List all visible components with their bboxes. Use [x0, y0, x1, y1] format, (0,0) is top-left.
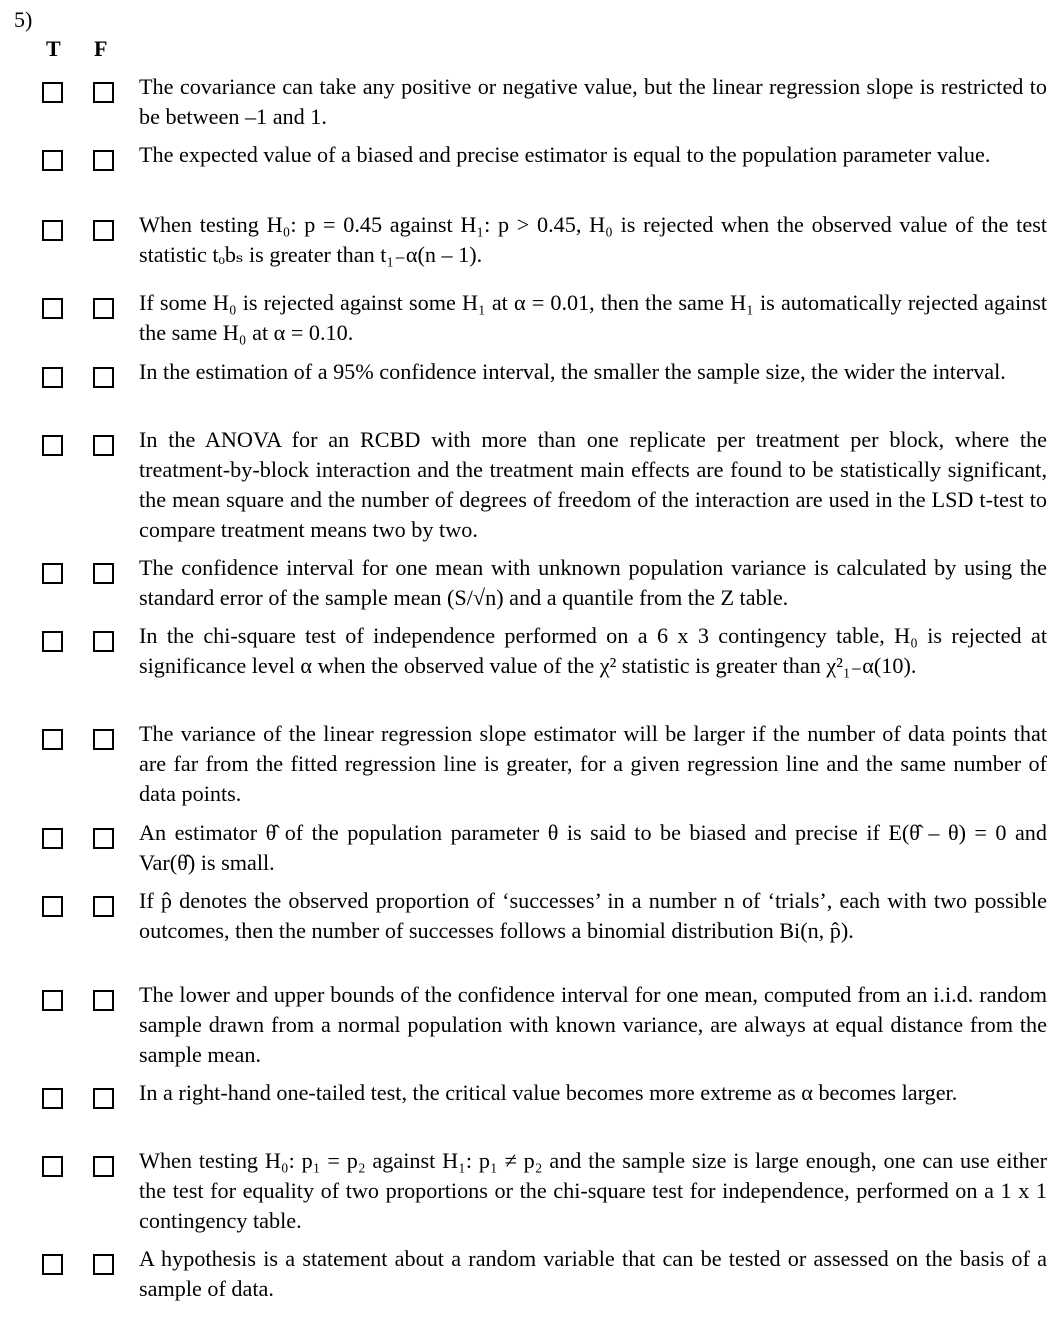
false-checkbox[interactable]	[93, 220, 114, 241]
statement-text: If some H₀ is rejected against some H₁ at α = 0.01, then the same H₁ is automatically rejected against the same H₀ at α = 0.10.	[139, 290, 1047, 345]
statement-text: In the estimation of a 95% confidence interval, the smaller the sample size, the wider the interval.	[139, 359, 1006, 384]
true-checkbox[interactable]	[42, 631, 63, 652]
true-checkbox[interactable]	[42, 367, 63, 388]
statement-text: In the ANOVA for an RCBD with more than one replicate per treatment per block, where the treatment-by-block interaction and the treatment main effects are found to be statistically significant, the mean square and the number of degrees of freedom of the interaction are used in the LSD t-test to compare treatment means two by two.	[139, 427, 1047, 542]
false-checkbox[interactable]	[93, 990, 114, 1011]
true-checkbox[interactable]	[42, 990, 63, 1011]
statement-text: The variance of the linear regression slope estimator will be larger if the number of data points that are far from the fitted regression line is greater, for a given regression line and the same number of data points.	[139, 721, 1047, 806]
statement-text: In a right-hand one-tailed test, the critical value becomes more extreme as α becomes larger.	[139, 1080, 958, 1105]
true-checkbox[interactable]	[42, 563, 63, 584]
true-checkbox[interactable]	[42, 298, 63, 319]
true-checkbox[interactable]	[42, 828, 63, 849]
true-checkbox[interactable]	[42, 1088, 63, 1109]
false-checkbox[interactable]	[93, 150, 114, 171]
true-checkbox[interactable]	[42, 435, 63, 456]
statement-text: In the chi-square test of independence performed on a 6 x 3 contingency table, H₀ is rejected at significance level α when the observed value of the χ² statistic is greater than χ²₁₋α(10).	[139, 623, 1047, 678]
true-checkbox[interactable]	[42, 1254, 63, 1275]
true-checkbox[interactable]	[42, 1156, 63, 1177]
statement-text: When testing H₀: p₁ = p₂ against H₁: p₁ ≠ p₂ and the sample size is large enough, one can use either the test for equality of two proportions or the chi-square test for independence, performed on a 1 x 1 contingency table.	[139, 1148, 1047, 1233]
false-checkbox[interactable]	[93, 82, 114, 103]
statement-text: The confidence interval for one mean with unknown population variance is calculated by using the standard error of the sample mean (S/√n) and a quantile from the Z table.	[139, 555, 1047, 610]
false-checkbox[interactable]	[93, 435, 114, 456]
statement-text: The lower and upper bounds of the confidence interval for one mean, computed from an i.i.d. random sample drawn from a normal population with known variance, are always at equal distance from the sample mean.	[139, 982, 1047, 1067]
true-checkbox[interactable]	[42, 82, 63, 103]
statement-text: A hypothesis is a statement about a random variable that can be tested or assessed on the basis of a sample of data.	[139, 1246, 1047, 1301]
true-checkbox[interactable]	[42, 220, 63, 241]
false-checkbox[interactable]	[93, 631, 114, 652]
true-checkbox[interactable]	[42, 729, 63, 750]
true-checkbox[interactable]	[42, 150, 63, 171]
true-column-header: T	[46, 36, 61, 61]
statement-text: When testing H₀: p = 0.45 against H₁: p > 0.45, H₀ is rejected when the observed value of the test statistic tₒbₛ is greater than t₁₋α(n – 1).	[139, 212, 1047, 267]
true-checkbox[interactable]	[42, 896, 63, 917]
false-checkbox[interactable]	[93, 828, 114, 849]
statement-text: If p̂ denotes the observed proportion of ‘successes’ in a number n of ‘trials’, each with two possible outcomes, then the number of successes follows a binomial distribution Bi(n, p̂).	[139, 888, 1047, 943]
false-checkbox[interactable]	[93, 1088, 114, 1109]
false-column-header: F	[94, 36, 108, 61]
statement-text: An estimator θ̂ of the population parameter θ is said to be biased and precise if E(θ̂ – θ) = 0 and Var(θ̂) is small.	[139, 820, 1047, 875]
false-checkbox[interactable]	[93, 298, 114, 319]
question-number: 5)	[14, 7, 33, 32]
false-checkbox[interactable]	[93, 1156, 114, 1177]
false-checkbox[interactable]	[93, 367, 114, 388]
false-checkbox[interactable]	[93, 729, 114, 750]
false-checkbox[interactable]	[93, 563, 114, 584]
false-checkbox[interactable]	[93, 896, 114, 917]
statement-text: The covariance can take any positive or negative value, but the linear regression slope is restricted to be between –1 and 1.	[139, 74, 1047, 129]
statement-text: The expected value of a biased and precise estimator is equal to the population parameter value.	[139, 142, 991, 167]
false-checkbox[interactable]	[93, 1254, 114, 1275]
